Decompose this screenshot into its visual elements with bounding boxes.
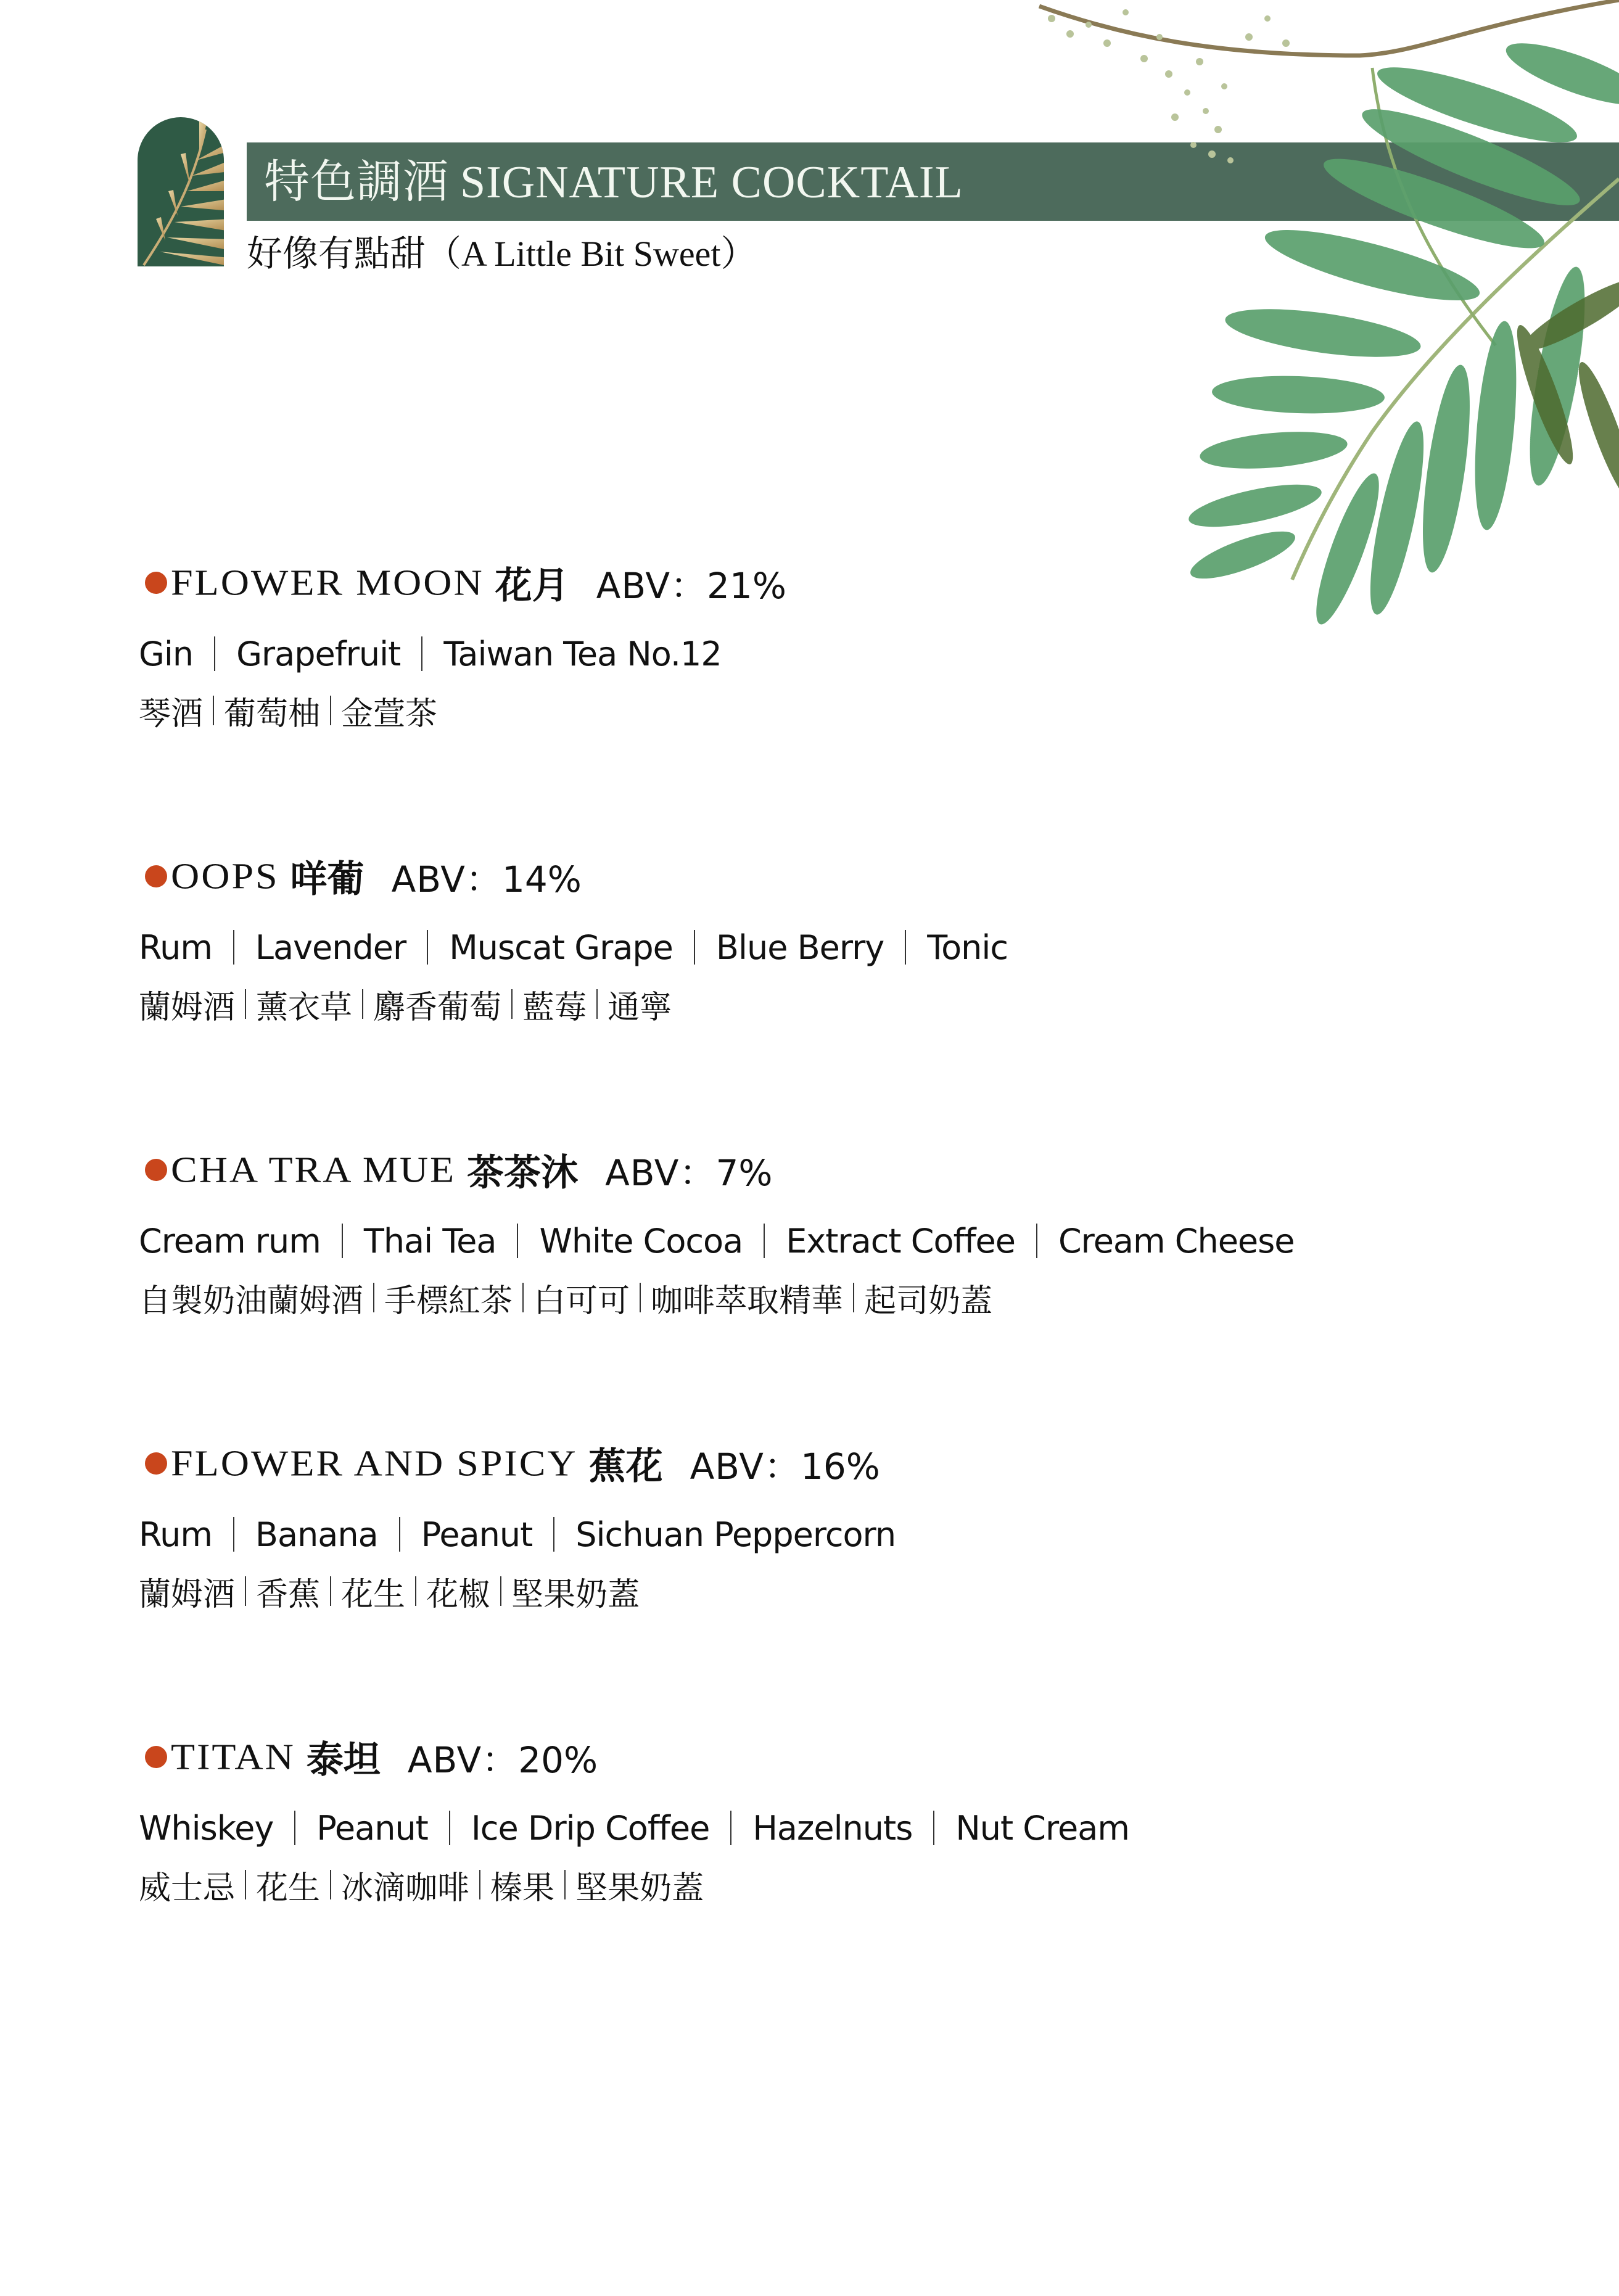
ingredient: 通寧 (608, 989, 672, 1026)
abv-value (596, 557, 786, 609)
abv-percent: 20% (518, 1739, 598, 1781)
ingredients-cn (139, 1565, 896, 1617)
ingredient: Peanut (421, 1515, 533, 1554)
ingredient: 金萱茶 (341, 695, 438, 733)
divider (449, 1811, 450, 1845)
section-subtitle (247, 227, 757, 281)
divider (596, 989, 598, 1019)
ingredient: Peanut (316, 1808, 428, 1848)
ingredient: Grapefruit (236, 634, 401, 673)
abv-label: ABV： (391, 858, 502, 900)
divider (1036, 1224, 1037, 1258)
cocktail-name-en: FLOWER MOON (171, 562, 484, 603)
ingredient: Nut Cream (955, 1808, 1129, 1848)
ingredient: Tonic (927, 928, 1008, 967)
ingredients-cn (139, 685, 786, 736)
cocktail-name-cn: 蕉花 (588, 1445, 663, 1488)
ingredient: Gin (139, 634, 194, 673)
ingredient: 堅果奶蓋 (511, 1576, 640, 1613)
ingredient: Rum (139, 1515, 212, 1554)
abv-percent: 21% (707, 565, 786, 607)
ingredient: 琴酒 (139, 695, 204, 733)
divider (553, 1517, 554, 1552)
abv-value (392, 850, 582, 902)
ingredient: 榛果 (490, 1869, 555, 1907)
ingredients-en (139, 628, 786, 680)
divider (479, 1870, 480, 1899)
ingredient: 堅果奶蓋 (575, 1869, 704, 1907)
dot-icon (145, 1159, 167, 1181)
abv-percent: 14% (502, 858, 582, 900)
ingredients-cn (139, 1272, 1295, 1323)
cocktail-header (139, 849, 1008, 904)
divider (500, 1576, 501, 1606)
palm-leaf-arch-icon (138, 117, 224, 266)
ingredient: 薰衣草 (256, 989, 353, 1026)
divider (330, 1870, 331, 1899)
divider (233, 930, 234, 965)
divider (214, 636, 215, 671)
ingredient: 花生 (256, 1869, 321, 1907)
ingredient: Banana (255, 1515, 378, 1554)
cocktail-name-en: OOPS (171, 855, 279, 897)
divider (511, 989, 513, 1019)
cocktail-name-en: TITAN (171, 1736, 295, 1777)
ingredient: Taiwan Tea No.12 (443, 634, 722, 673)
abv-label: ABV： (690, 1446, 801, 1487)
ingredient: Whiskey (139, 1808, 274, 1848)
divider (330, 1576, 331, 1606)
cocktail-header (139, 1436, 896, 1491)
divider (213, 696, 214, 725)
ingredient: White Cocoa (539, 1221, 743, 1261)
ingredient: 香蕉 (256, 1576, 321, 1613)
divider (853, 1283, 854, 1312)
divider (362, 989, 363, 1019)
subtitle-cn: 好像有點甜 (247, 232, 426, 274)
divider (517, 1224, 518, 1258)
ingredients-en (139, 1215, 1295, 1267)
abv-value (690, 1438, 880, 1489)
section-banner (247, 142, 1619, 221)
ingredient: Ice Drip Coffee (471, 1808, 710, 1848)
divider (427, 930, 428, 965)
divider (694, 930, 695, 965)
abv-percent: 7% (715, 1152, 773, 1194)
divider (764, 1224, 765, 1258)
ingredients-en (139, 1508, 896, 1560)
divider (933, 1811, 934, 1845)
abv-label: ABV： (596, 565, 707, 607)
abv-label: ABV： (605, 1152, 716, 1194)
divider (905, 930, 906, 965)
divider (640, 1283, 641, 1312)
ingredient: 冰滴咖啡 (341, 1869, 470, 1907)
cocktail-name-cn: 泰坦 (306, 1738, 381, 1782)
divider (245, 989, 246, 1019)
ingredients-cn (139, 1859, 1129, 1911)
divider (415, 1576, 416, 1606)
cocktail-header (139, 1142, 1295, 1198)
ingredient: Extract Coffee (786, 1221, 1015, 1261)
dot-icon (145, 1452, 167, 1475)
ingredients-en (139, 921, 1008, 973)
cocktail-item (139, 1436, 896, 1617)
divider (245, 1870, 246, 1899)
subtitle-en: （A Little Bit Sweet） (426, 234, 757, 274)
ingredient: 花生 (341, 1576, 406, 1613)
cocktail-header (139, 1729, 1129, 1785)
dot-icon (145, 572, 167, 594)
cocktail-item (139, 1729, 1129, 1911)
page-title (264, 151, 963, 213)
cocktail-item (139, 849, 1008, 1030)
cocktail-header (139, 555, 786, 611)
ingredient: Muscat Grape (449, 928, 673, 967)
divider (421, 636, 422, 671)
cocktail-name-en: CHA TRA MUE (171, 1149, 456, 1190)
ingredient: 白可可 (533, 1282, 630, 1320)
divider (373, 1283, 374, 1312)
cocktail-name-cn: 咩葡 (290, 858, 365, 901)
ingredient: 蘭姆酒 (139, 989, 236, 1026)
divider (245, 1576, 246, 1606)
cocktail-item (139, 555, 786, 736)
dot-icon (145, 1746, 167, 1768)
abv-percent: 16% (801, 1446, 880, 1487)
cocktail-name-cn: 花月 (495, 564, 569, 607)
ingredients-cn (139, 978, 1008, 1030)
divider (399, 1517, 400, 1552)
divider (330, 696, 331, 725)
ingredient: Sichuan Peppercorn (575, 1515, 896, 1554)
title-cn: 特色調酒 (264, 155, 449, 208)
ingredient: 手標紅茶 (384, 1282, 513, 1320)
ingredient: 蘭姆酒 (139, 1576, 236, 1613)
ingredient: Rum (139, 928, 212, 967)
abv-value (408, 1731, 598, 1783)
abv-value (605, 1144, 772, 1196)
divider (342, 1224, 343, 1258)
cocktail-name-en: FLOWER AND SPICY (171, 1442, 578, 1484)
dot-icon (145, 865, 167, 887)
title-en: SIGNATURE COCKTAIL (460, 157, 963, 208)
abv-label: ABV： (407, 1739, 519, 1781)
ingredient: 威士忌 (139, 1869, 236, 1907)
ingredient: 起司奶蓋 (864, 1282, 993, 1320)
ingredient: Thai Tea (363, 1221, 496, 1261)
ingredient: Blue Berry (715, 928, 884, 967)
ingredient: 麝香葡萄 (373, 989, 502, 1026)
ingredient: 咖啡萃取精華 (651, 1282, 844, 1320)
divider (730, 1811, 731, 1845)
ingredient: Cream rum (139, 1221, 321, 1261)
ingredient: 葡萄柚 (224, 695, 321, 733)
cocktail-name-cn: 茶茶沐 (467, 1151, 579, 1195)
ingredient: 花椒 (426, 1576, 491, 1613)
ingredient: Hazelnuts (752, 1808, 913, 1848)
divider (233, 1517, 234, 1552)
ingredient: Cream Cheese (1058, 1221, 1295, 1261)
ingredient: Lavender (255, 928, 406, 967)
ingredient: 藍莓 (522, 989, 587, 1026)
divider (564, 1870, 566, 1899)
fern-branch-illustration-icon (1002, 0, 1619, 648)
divider (294, 1811, 295, 1845)
ingredients-en (139, 1802, 1129, 1854)
cocktail-item (139, 1142, 1295, 1323)
ingredient: 自製奶油蘭姆酒 (139, 1282, 364, 1320)
divider (522, 1283, 524, 1312)
